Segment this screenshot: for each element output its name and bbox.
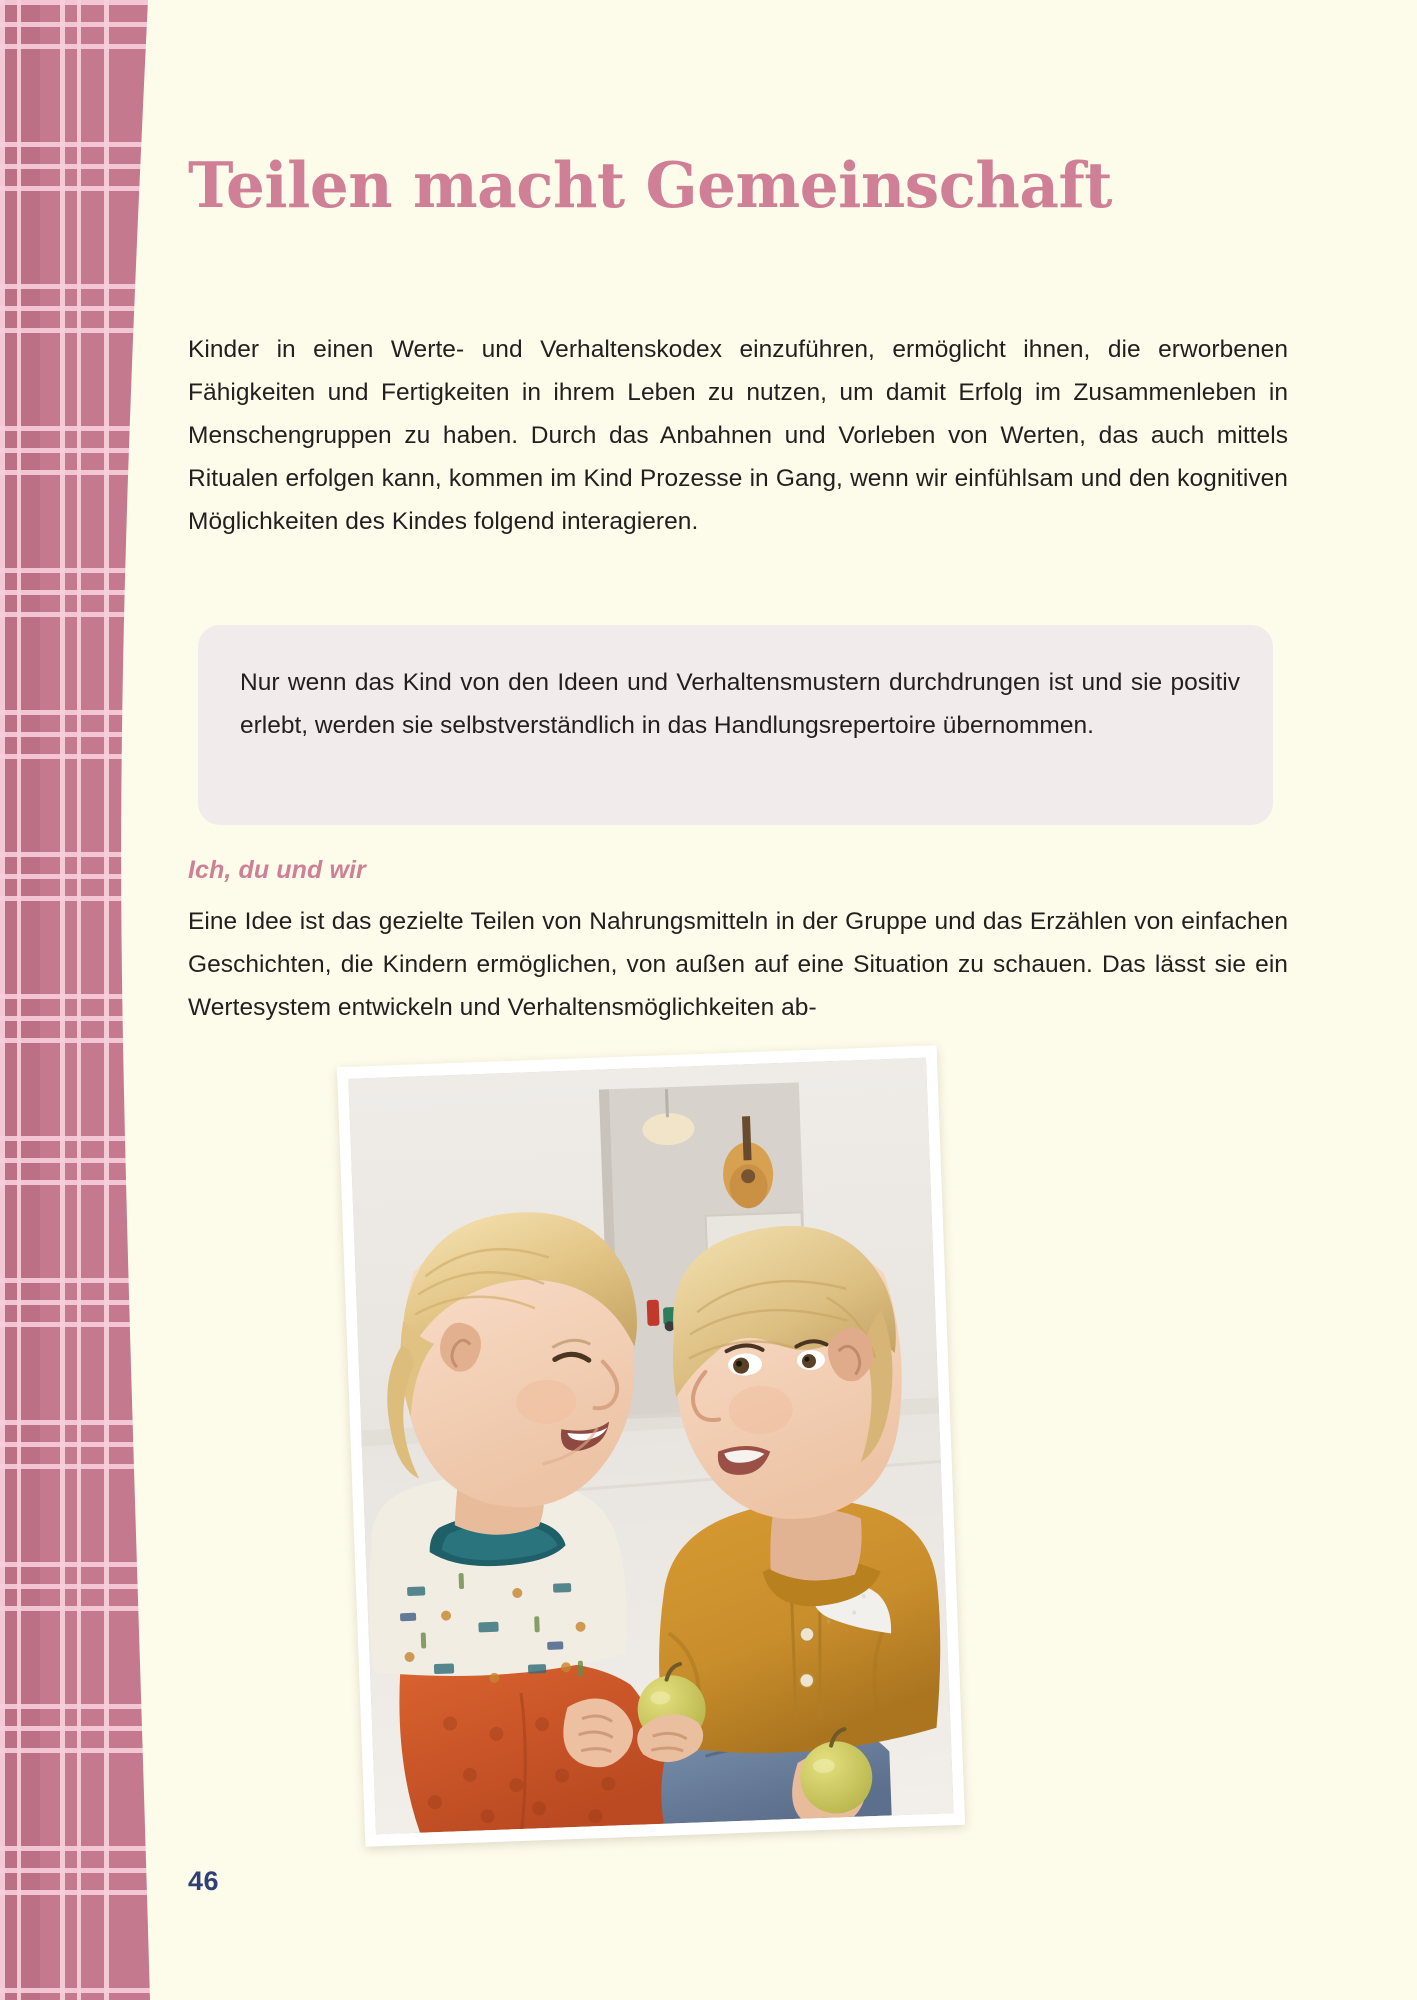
content-column (188, 0, 1348, 2000)
callout-text: Nur wenn das Kind von den Ideen und Verhaltensmustern durchdrungen ist und sie positiv erlebt, werden sie selbstverständlich in das Handlungsrepertoire übernommen. (240, 669, 1240, 739)
section-paragraph: Eine Idee ist das gezielte Teilen von Nahrungsmitteln in der Gruppe und das Erzählen von einfachen Geschichten, die Kindern ermöglichen, von außen auf eine Situation zu schauen. Das lässt sie ein Wertesystem entwickeln und Verhaltensmöglichkeiten ab- (188, 908, 1288, 1021)
plaid-stripe-decoration (0, 0, 150, 2000)
callout-box (198, 625, 1273, 825)
intro-paragraph: Kinder in einen Werte- und Verhaltenskodex einzuführen, ermöglicht ihnen, die erworbenen Fähigkeiten und Fertigkeiten in ihrem Leben zu nutzen, um damit Erfolg im Zusammenleben in Menschengruppen zu haben. Durch das Anbahnen und Vorleben von Werten, das auch mittels Ritualen erfolgen kann, kommen im Kind Prozesse in Gang, wenn wir einfühlsam und den kognitiven Möglichkeiten des Kindes folgend interagieren. (188, 336, 1288, 535)
photo-frame (337, 1045, 965, 1846)
plaid-horizontal-lines (0, 0, 150, 2000)
page-title: Teilen macht Gemeinschaft (188, 148, 1113, 222)
section-subheading: Ich, du und wir (188, 856, 366, 884)
photo-illustration (348, 1058, 953, 1835)
page-number: 46 (188, 1866, 220, 1896)
photo-image (348, 1058, 953, 1835)
